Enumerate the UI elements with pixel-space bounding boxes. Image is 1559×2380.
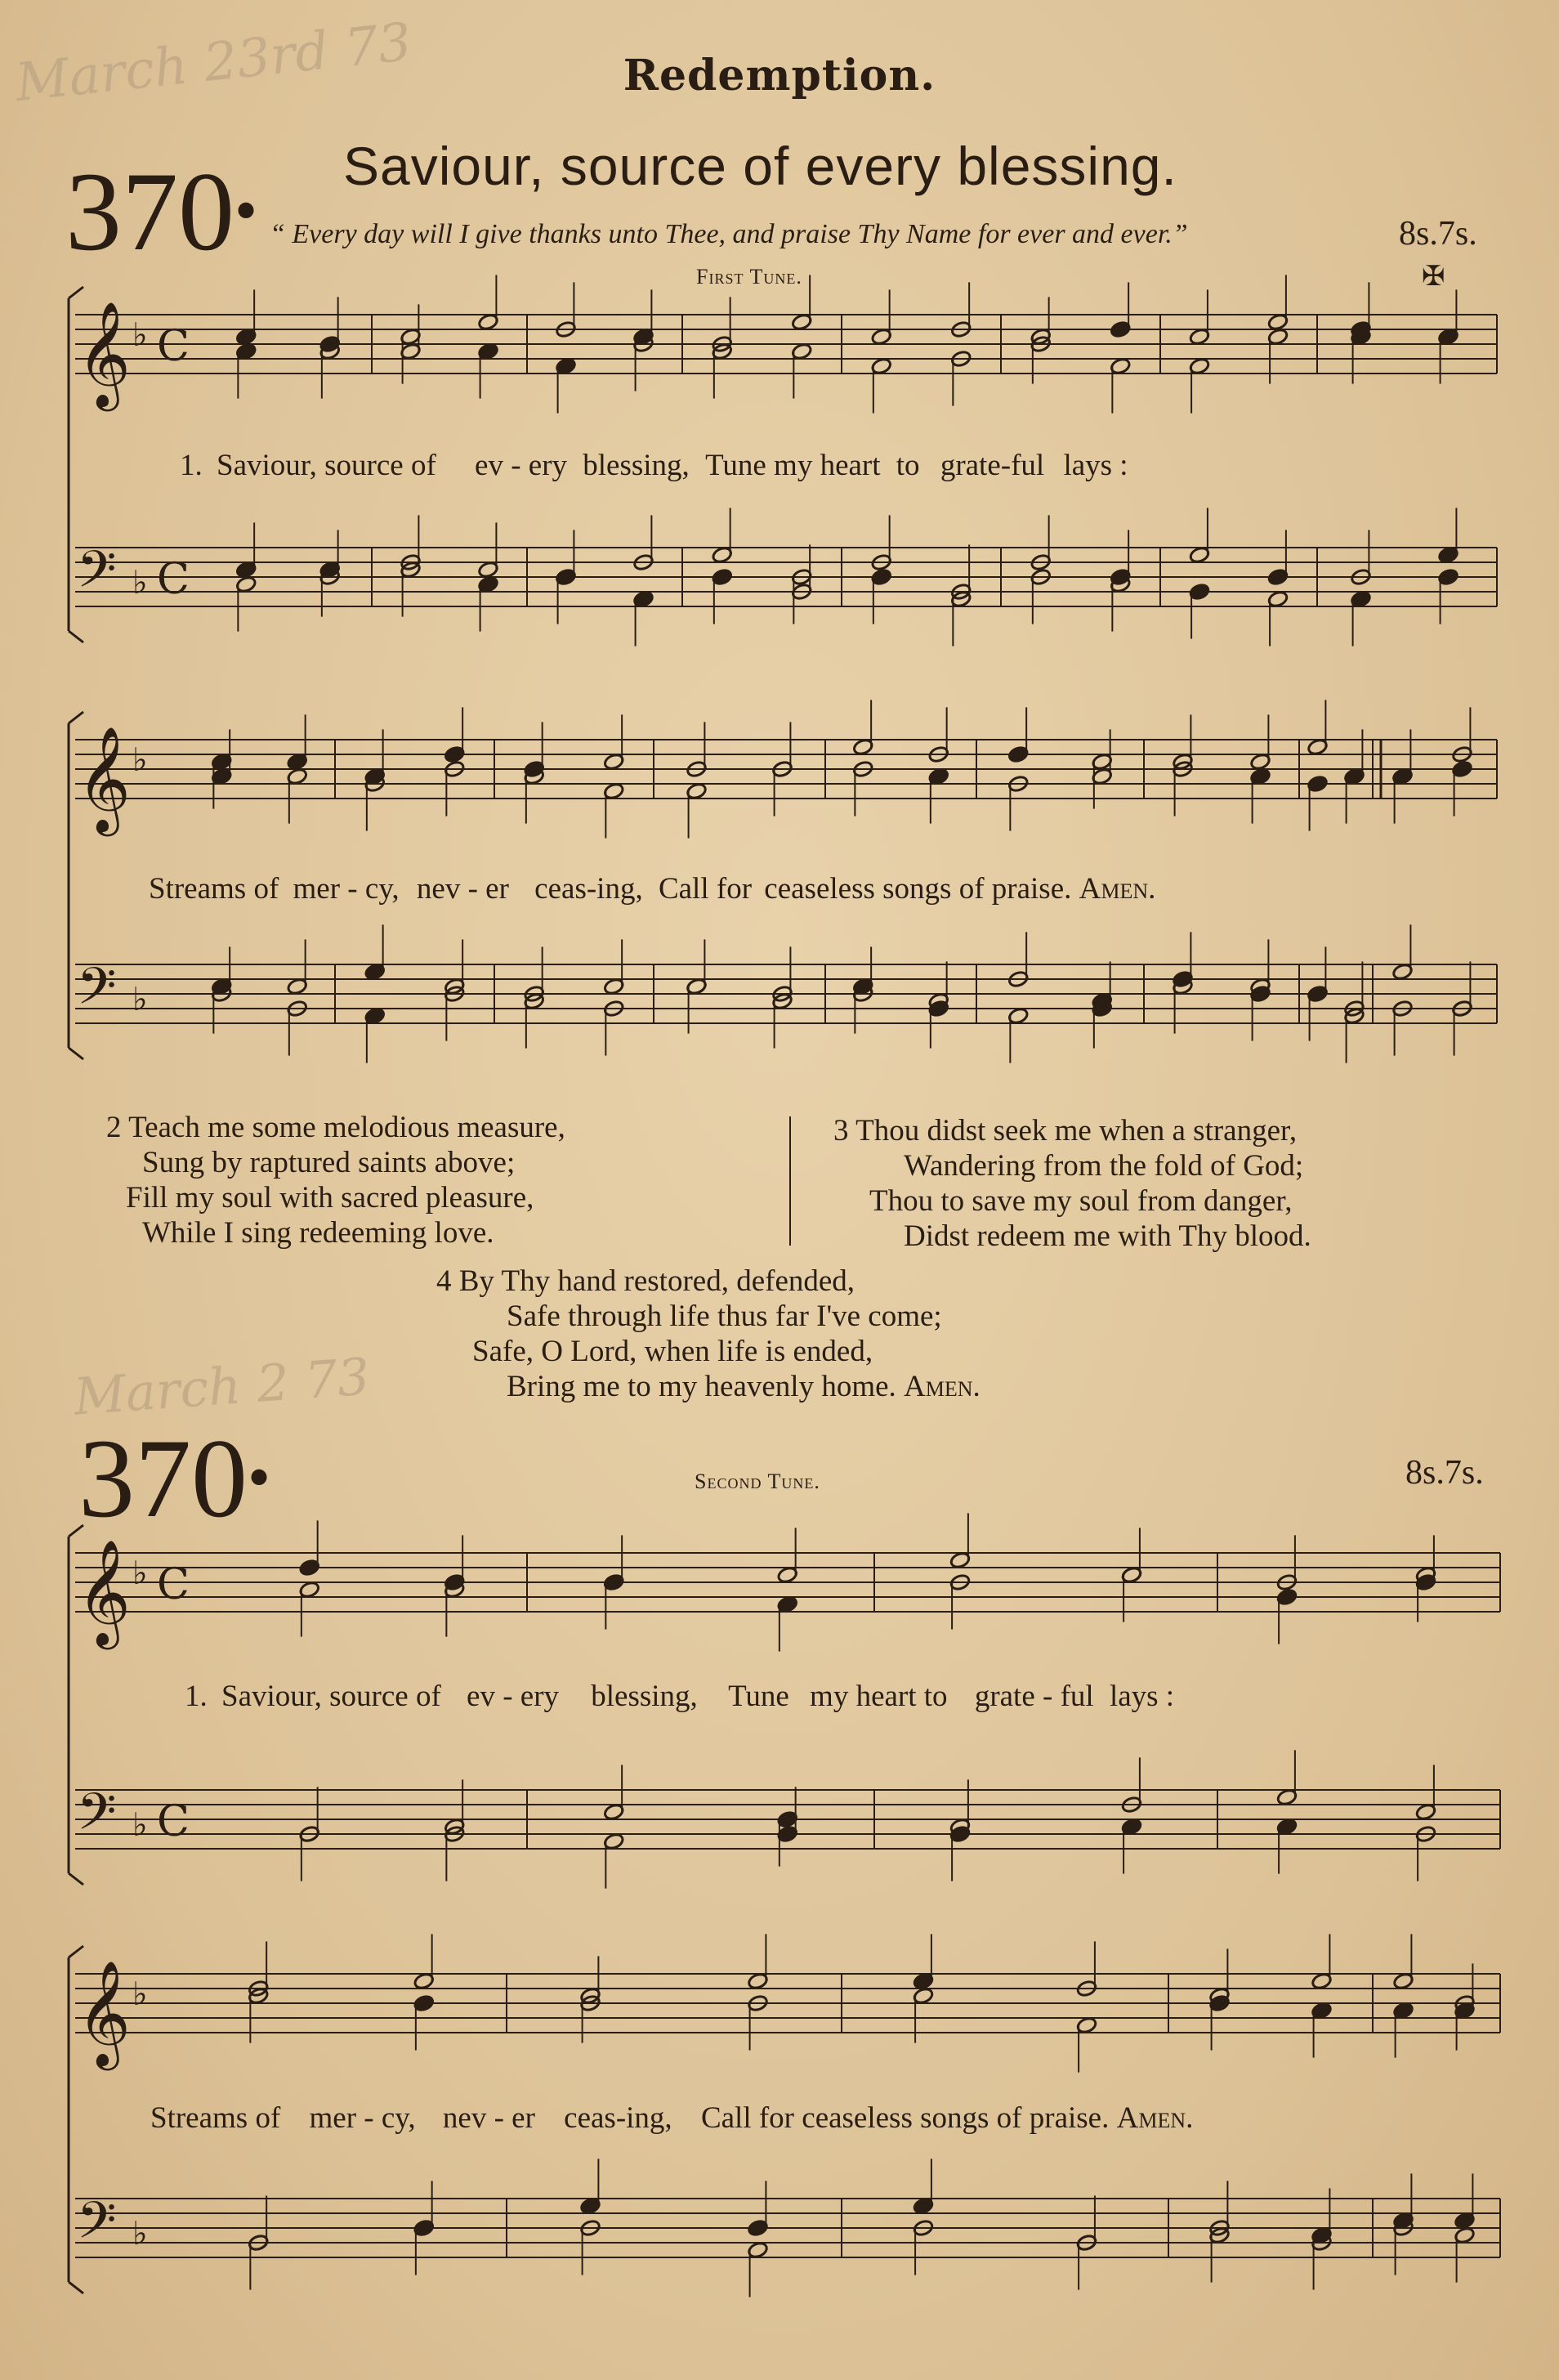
lyric-word: songs [882, 872, 952, 906]
hymn-epigraph: “ Every day will I give thanks unto Thee, and praise Thy Name for ever and ever.” [270, 219, 1188, 249]
cross-mark: ✠ [1422, 260, 1445, 293]
verse-line: Bring me to my heavenly home. [507, 1370, 896, 1403]
verse-number: 3 [833, 1114, 849, 1148]
lyric-word: lays : [1063, 449, 1128, 482]
lyric-word: of [415, 1680, 441, 1713]
lyric-word: source [329, 1680, 409, 1713]
verse-line: Safe, O Lord, when life is ended, [472, 1335, 873, 1368]
hymn-meter: 8s.7s. [1399, 215, 1477, 253]
verse-2 [106, 1110, 565, 1250]
lyric-word: of [958, 872, 985, 906]
verse-line: While I sing redeeming love. [142, 1216, 494, 1250]
second-tune-system-2-brace-tail [69, 2282, 83, 2293]
verse-line: Thou to save my soul from danger, [869, 1184, 1293, 1218]
lyric-word: lays : [1109, 1680, 1175, 1713]
lyric-word: of [253, 872, 279, 906]
lyric-word: heart [855, 1680, 917, 1713]
second-tune-system-1-common-time-icon: C [157, 1559, 190, 1609]
lyric-word: heart [820, 449, 881, 482]
lyric-word: nev - [416, 872, 478, 906]
first-tune-system-2-flat-icon: ♭ [132, 740, 148, 779]
first-tune-system-1-common-time-icon: C [157, 554, 190, 604]
first-tune-label: First Tune. [696, 265, 802, 289]
lyric-word: Call [700, 2101, 752, 2135]
lyric-word: cy, [364, 872, 400, 906]
verse-line: Safe through life thus far I've come; [507, 1300, 942, 1333]
verse-line: Thou didst seek me when a stranger, [855, 1114, 1298, 1148]
second-tune-system-1-flat-icon: ♭ [132, 1805, 148, 1844]
lyric-word: Tune [705, 449, 766, 482]
lyric-word: Saviour, [221, 1680, 322, 1713]
second-tune-meter: 8s.7s. [1405, 1454, 1484, 1492]
lyric-word: praise. [991, 872, 1072, 906]
amen-label: Amen. [1116, 2101, 1194, 2135]
lyric-word: ery [520, 1680, 560, 1713]
first-tune-system-2-brace-tail [69, 1048, 83, 1059]
first-tune-system-1-treble-clef-icon: 𝄞 [77, 301, 131, 407]
second-tune-system-2-flat-icon: ♭ [132, 1975, 148, 2013]
second-tune-system-2-brace-head [69, 1946, 83, 1957]
first-tune-system-2-bass-clef-icon: 𝄢 [77, 956, 117, 1028]
lyric-word: grate-ful [940, 449, 1045, 482]
lyric-word: 1. [185, 1680, 208, 1713]
lyric-word: 1. [180, 449, 203, 482]
lyric-word: praise. [1029, 2101, 1110, 2135]
amen-label: Amen. [904, 1370, 981, 1403]
hymn-title: Saviour, source of every blessing. [343, 136, 1177, 196]
second-tune-lyric-line-1 [185, 1679, 1174, 1714]
first-tune-lyric-line-2 [149, 871, 1155, 906]
lyric-word: ceaseless [802, 2101, 913, 2135]
amen-label: Amen. [1079, 872, 1156, 906]
lyric-word: to [923, 1680, 948, 1713]
verse-3 [833, 1113, 1311, 1254]
first-tune-system-2-flat-icon: ♭ [132, 980, 148, 1018]
first-tune-system-2-brace-head [69, 712, 83, 723]
verse-line: Teach me some melodious measure, [128, 1111, 565, 1144]
second-tune-system-1-flat-icon: ♭ [132, 1554, 148, 1592]
second-tune-number-value: 370 [78, 1416, 248, 1541]
first-tune-system-1-flat-icon: ♭ [132, 563, 148, 602]
second-tune-number: 370• [78, 1416, 271, 1541]
verse-4 [436, 1264, 981, 1404]
first-tune-system-1-brace-tail [69, 631, 83, 642]
lyric-word: Saviour, [217, 449, 317, 482]
verse-line: Fill my soul with sacred pleasure, [126, 1181, 534, 1215]
first-tune-system-1-common-time-icon: C [157, 321, 190, 371]
lyric-word: mer - cy, [309, 2101, 416, 2135]
lyric-word: my [774, 449, 813, 482]
first-tune-lyric-line-1 [180, 448, 1128, 483]
pencil-annotation-top: March 23rd 73 [12, 11, 415, 114]
lyric-word: mer - [293, 872, 358, 906]
second-tune-system-2-treble-clef-icon: 𝄞 [77, 1960, 131, 2066]
lyric-word: ceas-ing, [564, 2101, 672, 2135]
lyric-word: ery [528, 449, 568, 482]
lyric-word: my [810, 1680, 849, 1713]
hymn-number: 370• [65, 149, 258, 274]
lyric-word: Streams [150, 2101, 248, 2135]
lyric-word: to [896, 449, 920, 482]
second-tune-system-1-common-time-icon: C [157, 1796, 190, 1846]
first-tune-system-2-treble-clef-icon: 𝄞 [77, 726, 131, 832]
lyric-word: of [410, 449, 436, 482]
second-tune-lyric-line-2 [150, 2100, 1193, 2136]
lyric-word: for [716, 872, 753, 906]
first-tune-system-1-brace-head [69, 287, 83, 298]
verse-divider [789, 1116, 791, 1246]
lyric-word: songs [920, 2101, 989, 2135]
second-tune-system-2-flat-icon: ♭ [132, 2214, 148, 2252]
lyric-word: Tune [728, 1680, 789, 1713]
lyric-word: for [758, 2101, 795, 2135]
verse-number: 2 [106, 1111, 122, 1144]
lyric-word: blessing, [591, 1680, 698, 1713]
lyric-word: nev - [442, 2101, 504, 2135]
lyric-word: grate - ful [974, 1680, 1094, 1713]
verse-number: 4 [436, 1264, 452, 1298]
lyric-word: er [511, 2101, 535, 2135]
second-tune-system-1-treble-clef-icon: 𝄞 [77, 1539, 131, 1645]
second-tune-system-1-bass-clef-icon: 𝄢 [77, 1782, 117, 1854]
lyric-word: of [996, 2101, 1022, 2135]
second-tune-label: Second Tune. [695, 1470, 820, 1493]
section-title: Redemption. [623, 51, 936, 101]
lyric-word: source [324, 449, 404, 482]
first-tune-system-1-bass-clef-icon: 𝄢 [77, 539, 117, 611]
second-tune-system-2-bass-clef-icon: 𝄢 [77, 2190, 117, 2262]
lyric-word: ev - [467, 1680, 513, 1713]
lyric-word: ev - [475, 449, 521, 482]
verse-line: Didst redeem me with Thy blood. [904, 1219, 1311, 1253]
hymn-number-value: 370 [65, 149, 235, 274]
lyric-word: ceas-ing, [534, 872, 643, 906]
lyric-word: of [255, 2101, 281, 2135]
lyric-word: er [485, 872, 509, 906]
verse-line: Wandering from the fold of God; [904, 1149, 1304, 1183]
first-tune-system-1-flat-icon: ♭ [132, 315, 148, 354]
lyric-word: Streams [149, 872, 247, 906]
lyric-word: ceaseless [764, 872, 875, 906]
lyric-word: Call [658, 872, 709, 906]
lyric-word: blessing, [583, 449, 690, 482]
verse-line: By Thy hand restored, defended, [458, 1264, 855, 1298]
second-tune-system-1-brace-tail [69, 1873, 83, 1885]
pencil-annotation-middle: March 2 73 [71, 1346, 372, 1427]
verse-line: Sung by raptured saints above; [142, 1146, 516, 1179]
